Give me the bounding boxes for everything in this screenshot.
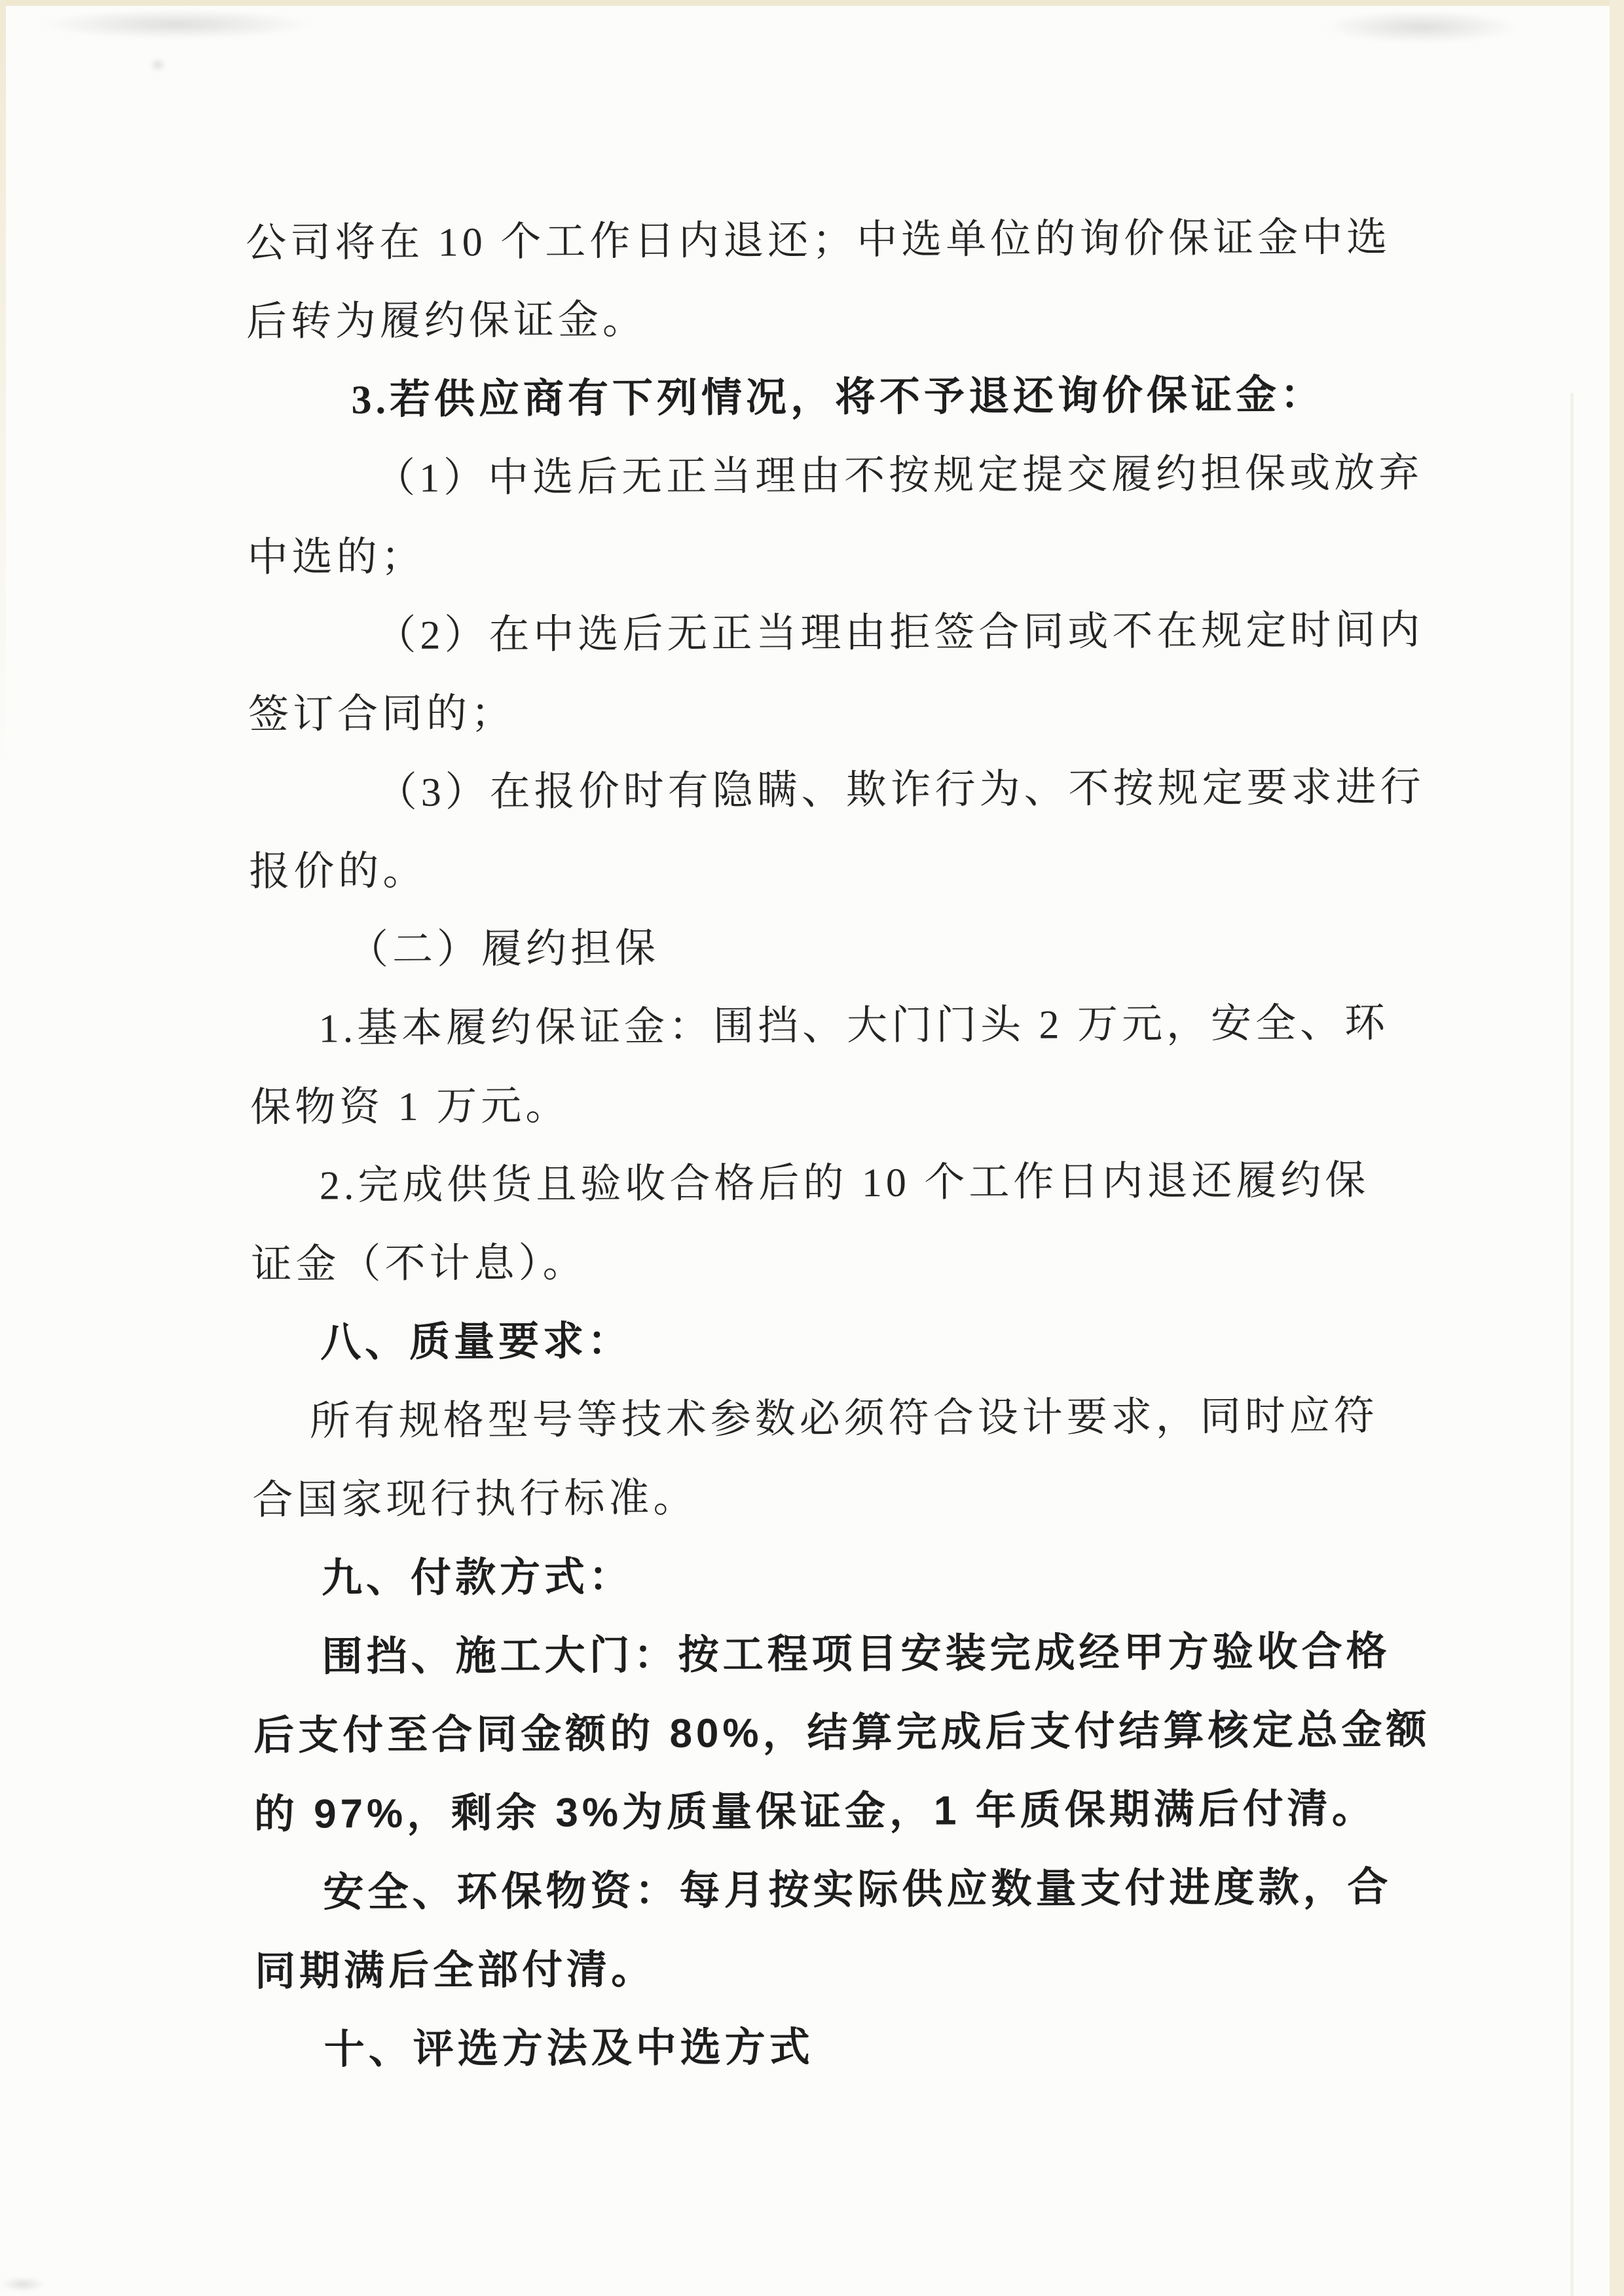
scan-artifact-smudge — [0, 2277, 46, 2291]
document-line: 安全、环保物资：每月按实际供应数量支付进度款，合 — [323, 1865, 1392, 1916]
scan-artifact-smudge — [1323, 10, 1519, 43]
section-heading-quality: 八、质量要求： — [320, 1319, 633, 1366]
document-line: 报价的。 — [249, 848, 428, 895]
document-line: 保物资 1 万元。 — [250, 1084, 570, 1131]
document-line-item2: 2.完成供货且验收合格后的 10 个工作日内退还履约保 — [319, 1158, 1370, 1209]
subsection-heading-performance-guarantee: （二）履约担保 — [347, 926, 660, 973]
section-heading-payment: 九、付款方式： — [321, 1554, 634, 1601]
document-text-block — [0, 197, 1624, 2091]
document-line: 合国家现行执行标准。 — [252, 1476, 698, 1523]
document-line: 同期满后全部付清。 — [254, 1946, 656, 1995]
document-line: 签订合同的； — [248, 691, 516, 738]
document-line-clause3: 3.若供应商有下列情况，将不予退还询价保证金： — [351, 373, 1325, 423]
document-line: 公司将在 10 个工作日内退还；中选单位的询价保证金中选 — [246, 215, 1392, 266]
document-line-item1: （1）中选后无正当理由不按规定提交履约担保或放弃 — [375, 450, 1424, 501]
scan-artifact-smudge — [39, 9, 314, 39]
document-line: 后转为履约保证金。 — [246, 297, 648, 345]
document-line: 所有规格型号等技术参数必须符合设计要求，同时应符 — [309, 1394, 1378, 1444]
document-line: 后支付至合同金额的 80%，结算完成后支付结算核定总金额 — [253, 1707, 1431, 1759]
scan-artifact-smudge — [149, 58, 166, 72]
document-line: 中选的； — [247, 534, 426, 581]
document-line: 围挡、施工大门：按工程项目安装完成经甲方验收合格 — [322, 1629, 1391, 1680]
section-heading-selection-method: 十、评选方法及中选方式 — [323, 2024, 814, 2073]
document-line: 证金（不计息）。 — [251, 1241, 587, 1288]
document-line-item1: 1.基本履约保证金：围挡、大门门头 2 万元，安全、环 — [318, 1001, 1390, 1051]
scan-edge-top — [0, 0, 1624, 6]
document-line-item2: （2）在中选后无正当理由拒签合同或不在规定时间内 — [375, 608, 1424, 659]
document-line-item3: （3）在报价时有隐瞒、欺诈行为、不按规定要求进行 — [376, 765, 1425, 816]
document-line: 的 97%，剩余 3%为质量保证金，1 年质保期满后付清。 — [253, 1786, 1376, 1838]
